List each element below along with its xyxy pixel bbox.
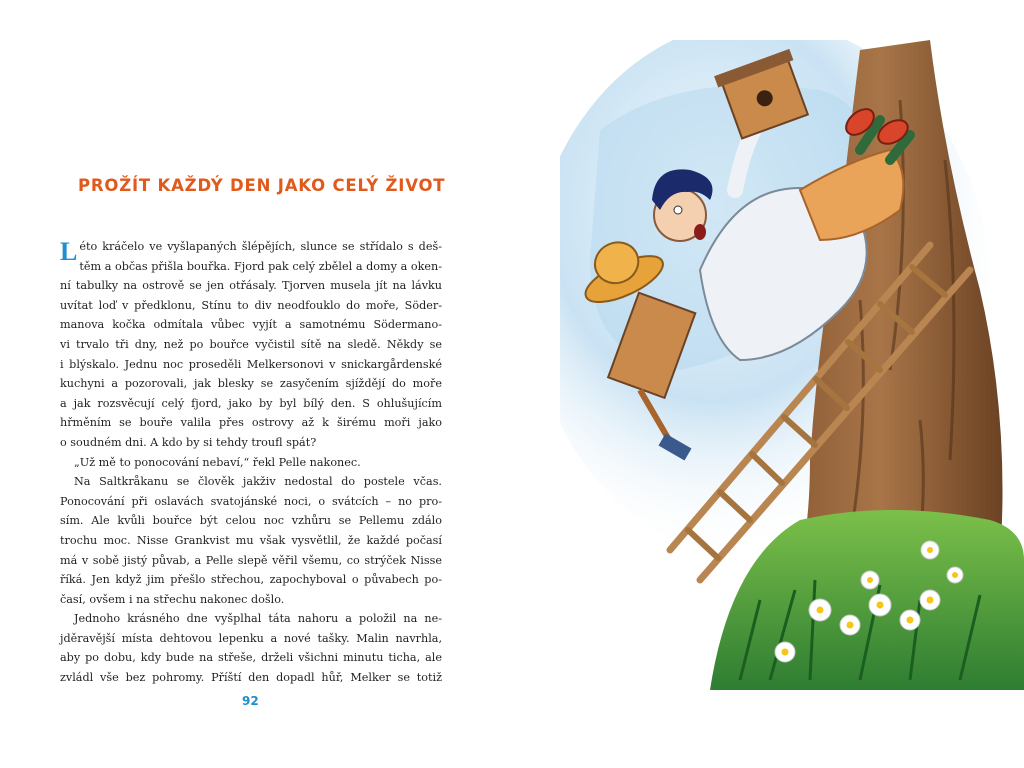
paragraph-2 [60, 453, 442, 473]
man-mouth [694, 224, 706, 240]
text-line: Jednoho krásného dne vyšplhal táta nahoru a položil na ne- [74, 612, 442, 626]
text-line: éto kráčelo ve vyšlapaných šlépějích, slunce se střídalo s deš- [79, 240, 442, 253]
chapter-title: PROŽÍT KAŽDÝ DEN JAKO CELÝ ŽIVOT [78, 176, 446, 195]
text-line: sím. Ale kvůli bouřce být celou noc vzhůru se Pellemu zdálo [60, 514, 442, 528]
text-line: Na Saltkråkanu se člověk jakživ nedostal do postele včas. [74, 475, 442, 489]
text-line: říká. Jen když jim přešlo střechou, zapochyboval o půvabech po- [60, 573, 442, 587]
text-line: Ponocování při oslavách svatojánské noci, o svátcích – no pro- [60, 494, 442, 508]
paragraph-4 [60, 609, 442, 687]
text-line: časí, ovšem i na střechu nakonec došlo. [60, 592, 285, 606]
text-line: kuchyni a pozorovali, jak blesky se zasyčením sjíždějí do moře [60, 377, 442, 391]
paragraph-1 [60, 237, 442, 453]
page-number: 92 [242, 694, 259, 708]
text-line: o soudném dni. A kdo by si tehdy troufl spát? [60, 435, 317, 449]
text-line: těm a občas přišla bouřka. Fjord pak celý zbělel a domy a oken- [79, 259, 442, 273]
paragraph-3 [60, 472, 442, 609]
illustration [560, 40, 1024, 690]
text-line: hřměním se bouře valila přes ostrovy až k širému moři jako [60, 416, 442, 430]
drop-cap: L [60, 237, 78, 266]
text-line: vi trvalo tři dny, než po bouřce vyčistil sítě na sledě. Někdy se [60, 337, 442, 351]
text-line: ní tabulky na ostrově se jen otřásaly. Tjorven musela jít na lávku [60, 279, 442, 293]
text-line: „Už mě to ponocování nebaví,“ řekl Pelle nakonec. [74, 455, 361, 469]
text-line: aby po dobu, kdy bude na střeše, drželi všichni minutu ticha, ale [60, 651, 442, 665]
text-line: i blýskalo. Jednu noc proseděli Melkersonovi v snickargårdenské [60, 357, 442, 371]
text-line: zvládl vše bez pohromy. Příští den dopadl hůř, Melker se totiž [60, 671, 442, 685]
text-line: a jak rozsvěcují celý fjord, jako by byl bílý den. S ohlušujícím [60, 396, 442, 410]
text-line: má v sobě jistý půvab, a Pelle slepě věřil všemu, co strýček Nisse [60, 553, 442, 567]
text-line: manova kočka odmítala vůbec vyjít a samotnému Södermano- [60, 318, 442, 332]
text-line: jděravější místa dehtovou lepenku a nové tašky. Malin navrhla, [60, 631, 442, 645]
text-line: trochu moc. Nisse Grankvist mu však vysvětlil, že každé počasí [60, 533, 442, 547]
text-line: uvítat loď v předklonu, Stínu to div neodfouklo do moře, Söder- [60, 298, 442, 312]
man-eye [674, 206, 682, 214]
body-text [60, 237, 442, 688]
